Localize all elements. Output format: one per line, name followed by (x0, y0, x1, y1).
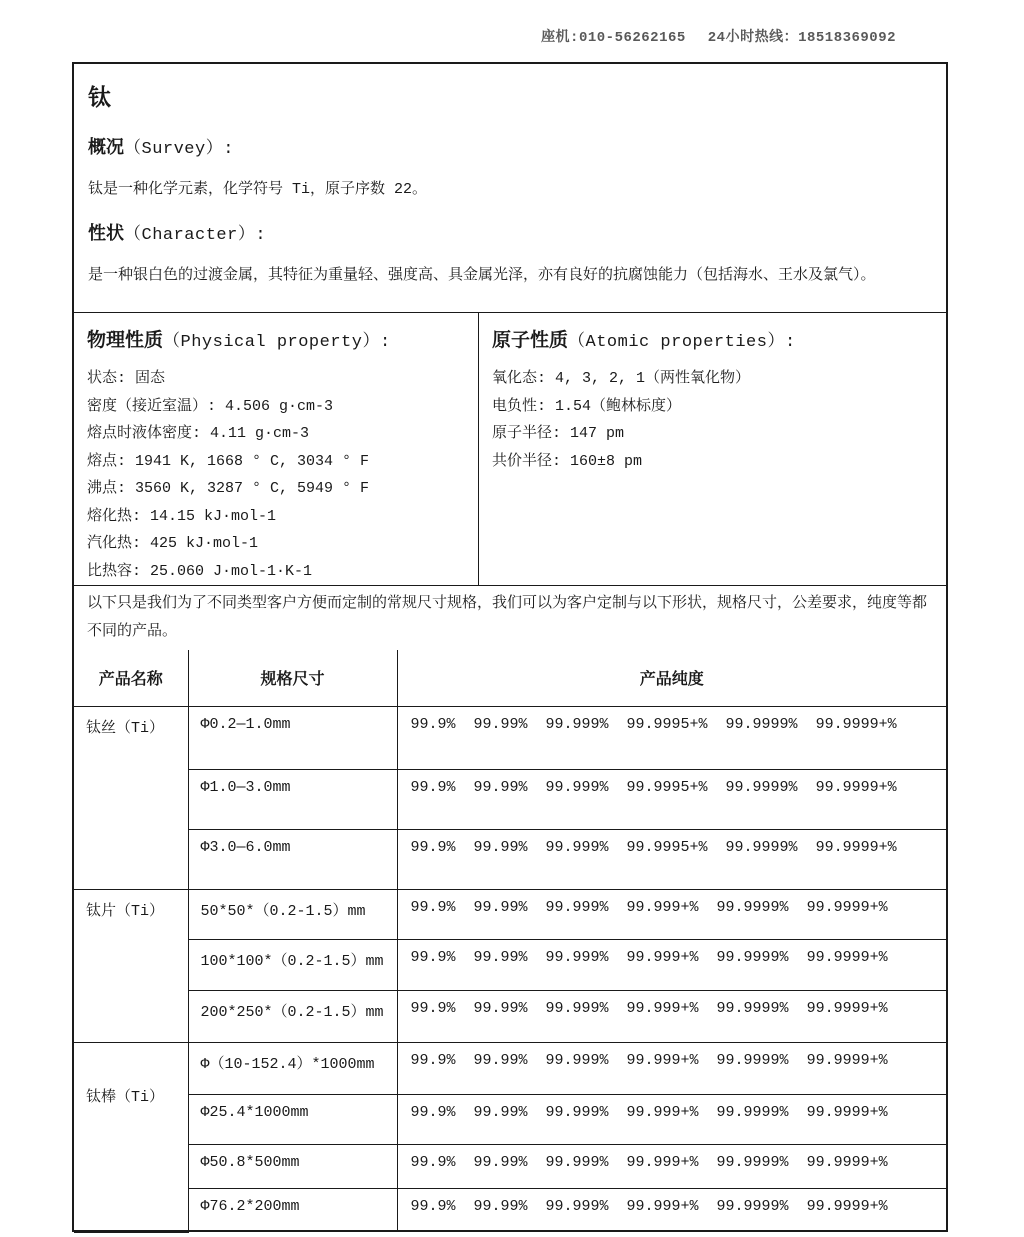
purity-cell: 99.9% 99.99% 99.999% 99.9995+% 99.9999% 99.9999+% (397, 769, 946, 829)
contact-landline: 座机:010-56262165 (541, 30, 686, 46)
table-row (74, 889, 946, 939)
col-header-spec-size: 规格尺寸 (188, 650, 397, 706)
character-heading-en: （Character）: (124, 226, 267, 245)
purity-cell: 99.9% 99.99% 99.999% 99.999+% 99.9999% 99.9999+% (397, 1042, 946, 1094)
table-row (74, 990, 946, 1042)
table-row (74, 706, 946, 769)
product-name-rod: 钛棒（Ti） (74, 1042, 188, 1232)
spec-cell: 100*100*（0.2-1.5）mm (188, 939, 397, 990)
purity-cell: 99.9% 99.99% 99.999% 99.9995+% 99.9999% 99.9999+% (397, 829, 946, 889)
physical-line-melting-point: 熔点: 1941 K, 1668 ° C, 3034 ° F (87, 452, 370, 470)
spec-cell: Φ（10-152.4）*1000mm (188, 1042, 397, 1094)
purity-cell: 99.9% 99.99% 99.999% 99.999+% 99.9999% 99.9999+% (397, 889, 946, 939)
physical-properties-panel (74, 313, 479, 585)
atomic-heading-zh: 原子性质 (492, 330, 569, 352)
spec-cell: 50*50*（0.2-1.5）mm (188, 889, 397, 939)
atomic-properties-panel (479, 313, 946, 585)
product-name-sheet: 钛片（Ti） (74, 889, 188, 1042)
note-section (74, 585, 946, 650)
spec-cell: Φ3.0—6.0mm (188, 829, 397, 889)
note-text: 以下只是我们为了不同类型客户方便而定制的常规尺寸规格，我们可以为客户定制与以下形状，规格尺寸，公差要求，纯度等都不同的产品。 (87, 595, 928, 640)
contact-header (541, 26, 896, 46)
physical-line-liquid-density: 熔点时液体密度: 4.11 g·cm-3 (87, 425, 310, 442)
physical-line-heat-fusion: 熔化热: 14.15 kJ·mol-1 (87, 507, 277, 525)
table-row (74, 1144, 946, 1188)
physical-line-specific-heat: 比热容: 25.060 J·mol-1·K-1 (87, 562, 313, 580)
table-row (74, 769, 946, 829)
physical-line-state: 状态: 固态 (87, 370, 166, 387)
atomic-heading-en: （Atomic properties）: (568, 333, 796, 352)
page-title: 钛 (88, 86, 111, 112)
atomic-line-oxidation-states: 氧化态: 4, 3, 2, 1（两性氧化物） (492, 370, 751, 387)
col-header-purity: 产品纯度 (397, 650, 946, 706)
physical-heading (87, 325, 470, 352)
purity-cell: 99.9% 99.99% 99.999% 99.999+% 99.9999% 99.9999+% (397, 1094, 946, 1144)
col-header-product-name: 产品名称 (74, 650, 188, 706)
purity-cell: 99.9% 99.99% 99.999% 99.9995+% 99.9999% 99.9999+% (397, 706, 946, 769)
physical-heading-zh: 物理性质 (87, 330, 164, 352)
physical-line-density: 密度（接近室温）: 4.506 g·cm-3 (87, 397, 334, 415)
character-heading (88, 219, 930, 245)
physical-line-boiling-point: 沸点: 3560 K, 3287 ° C, 5949 ° F (87, 480, 370, 497)
product-table (74, 650, 946, 1233)
purity-cell: 99.9% 99.99% 99.999% 99.999+% 99.9999% 99.9999+% (397, 1188, 946, 1232)
spec-cell: Φ25.4*1000mm (188, 1094, 397, 1144)
contact-hotline: 24小时热线：18518369092 (707, 30, 896, 46)
atomic-line-electronegativity: 电负性: 1.54（鲍林标度） (492, 397, 682, 415)
atomic-heading (492, 325, 938, 352)
table-header-row (74, 650, 946, 706)
table-row (74, 829, 946, 889)
spec-cell: Φ0.2—1.0mm (188, 706, 397, 769)
product-name-wire: 钛丝（Ti） (74, 706, 188, 889)
spec-cell: Φ76.2*200mm (188, 1188, 397, 1232)
intro-section (74, 64, 946, 312)
table-row (74, 939, 946, 990)
physical-line-heat-vaporization: 汽化热: 425 kJ·mol-1 (87, 535, 259, 552)
survey-heading (88, 133, 930, 159)
purity-cell: 99.9% 99.99% 99.999% 99.999+% 99.9999% 99.9999+% (397, 939, 946, 990)
purity-cell: 99.9% 99.99% 99.999% 99.999+% 99.9999% 99.9999+% (397, 1144, 946, 1188)
document-frame (72, 62, 948, 1232)
purity-cell: 99.9% 99.99% 99.999% 99.999+% 99.9999% 99.9999+% (397, 990, 946, 1042)
survey-heading-en: （Survey）: (124, 140, 234, 159)
character-text: 是一种银白色的过渡金属，其特征为重量轻、强度高、具金属光泽，亦有良好的抗腐蚀能力（包括海水、王水及氯气）。 (88, 267, 876, 284)
physical-heading-en: （Physical property）: (163, 333, 391, 352)
spec-cell: Φ50.8*500mm (188, 1144, 397, 1188)
table-row (74, 1094, 946, 1144)
character-heading-zh: 性状 (88, 225, 124, 245)
atomic-line-atomic-radius: 原子半径: 147 pm (492, 425, 625, 442)
survey-text: 钛是一种化学元素，化学符号 Ti，原子序数 22。 (88, 181, 428, 198)
table-row (74, 1188, 946, 1232)
spec-cell: 200*250*（0.2-1.5）mm (188, 990, 397, 1042)
spec-cell: Φ1.0—3.0mm (188, 769, 397, 829)
atomic-line-covalent-radius: 共价半径: 160±8 pm (492, 452, 643, 470)
survey-heading-zh: 概况 (88, 139, 124, 159)
table-row (74, 1042, 946, 1094)
properties-section (74, 312, 946, 585)
